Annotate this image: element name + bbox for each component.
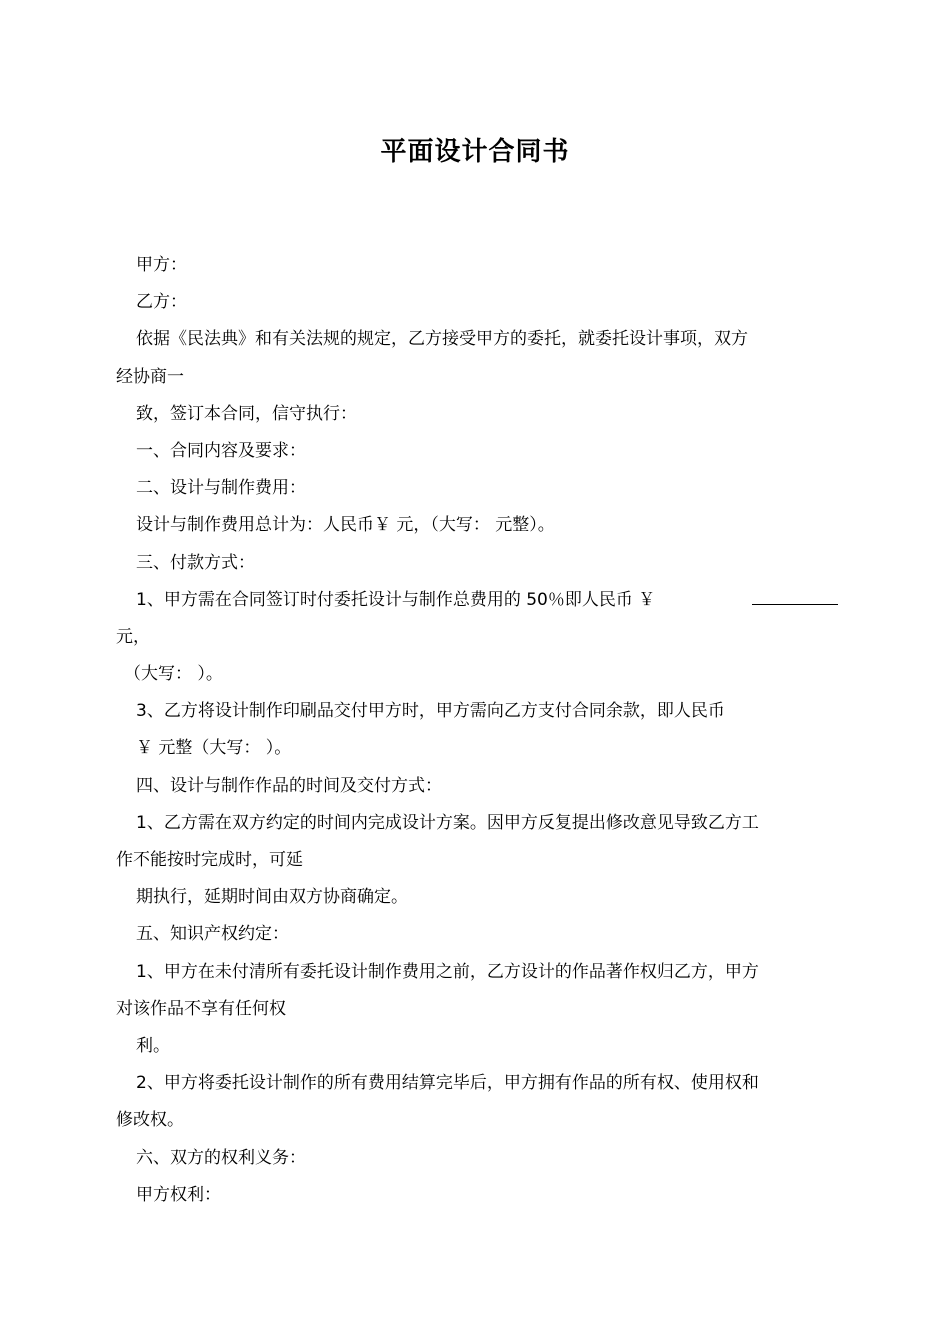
preamble-line-1: 依据《民法典》和有关法规的规定，乙方接受甲方的委托，就委托设计事项，双方 <box>136 329 748 350</box>
section-5-heading: 五、知识产权约定： <box>136 924 289 945</box>
ip-2-cont: 修改权。 <box>116 1110 184 1131</box>
payment-3-amount: ￥ 元整（大写： ）。 <box>136 738 292 759</box>
payment-3-line: 3、乙方将设计制作印刷品交付甲方时，甲方需向乙方支付合同余款，即人民币 <box>136 701 725 722</box>
ip-1-end: 利。 <box>136 1035 170 1056</box>
payment-1-line <box>116 582 838 619</box>
document-title: 平面设计合同书 <box>380 137 570 167</box>
payment-1-text: 1、甲方需在合同签订时付委托设计与制作总费用的 50％即人民币 ￥ <box>136 589 656 610</box>
fee-total-line: 设计与制作费用总计为：人民币￥ 元，（大写： 元整）。 <box>136 515 555 536</box>
document-body <box>116 247 838 1214</box>
payment-1-unit: 元， <box>116 626 150 647</box>
section-4-heading: 四、设计与制作作品的时间及交付方式： <box>136 775 442 796</box>
party-b-line: 乙方： <box>136 292 187 313</box>
party-a-line: 甲方： <box>136 255 187 275</box>
delivery-1-line: 1、乙方需在双方约定的时间内完成设计方案。因甲方反复提出修改意见导致乙方工 <box>136 812 759 833</box>
section-3-heading: 三、付款方式： <box>136 552 255 573</box>
ip-1-cont: 对该作品不享有任何权 <box>116 998 286 1019</box>
delivery-1-cont: 作不能按时完成时，可延 <box>116 850 303 870</box>
delivery-1-end: 期执行，延期时间由双方协商确定。 <box>136 887 408 908</box>
ip-1-line: 1、甲方在未付清所有委托设计制作费用之前，乙方设计的作品著作权归乙方，甲方 <box>136 961 759 982</box>
section-2-heading: 二、设计与制作费用： <box>136 478 306 499</box>
preamble-line-3: 致，签订本合同，信守执行： <box>136 403 357 424</box>
section-6-heading: 六、双方的权利义务： <box>136 1147 306 1168</box>
payment-1-capital: （大写： ）。 <box>124 664 223 685</box>
amount-blank-line <box>752 582 838 605</box>
preamble-line-2: 经协商一 <box>116 366 184 387</box>
section-1-heading: 一、合同内容及要求： <box>136 440 306 461</box>
party-a-rights-heading: 甲方权利： <box>136 1184 221 1205</box>
ip-2-line: 2、甲方将委托设计制作的所有费用结算完毕后，甲方拥有作品的所有权、使用权和 <box>136 1073 759 1094</box>
